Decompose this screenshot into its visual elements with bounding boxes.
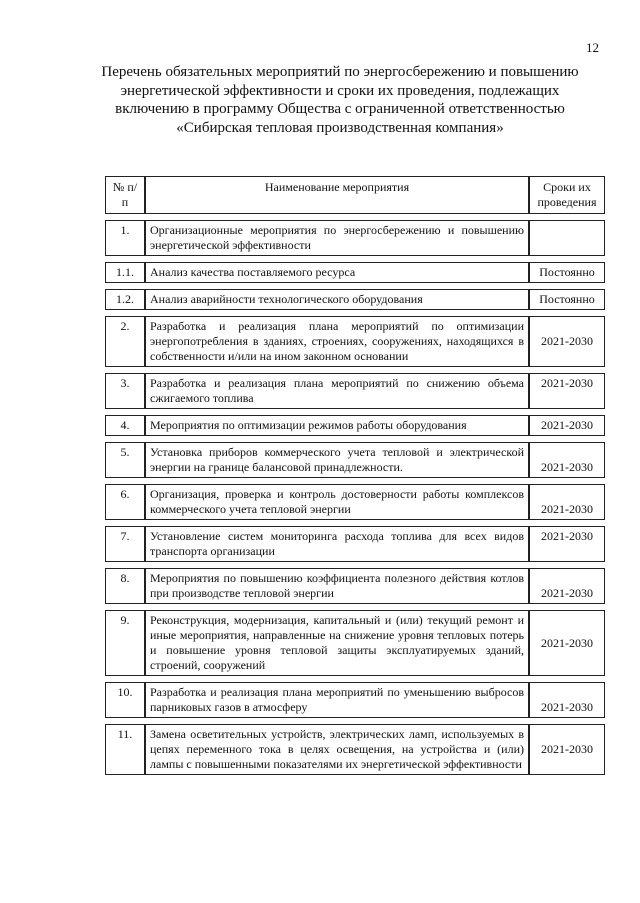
title-line: Перечень обязательных мероприятий по энергосбережению и повышению bbox=[101, 64, 579, 80]
table-row bbox=[105, 568, 605, 604]
row-num: 10. bbox=[105, 682, 145, 718]
title-line: «Сибирская тепловая производственная компания» bbox=[176, 119, 504, 136]
row-num: 1. bbox=[105, 220, 145, 256]
row-name: Установление систем мониторинга расхода топлива для всех видов транспорта организации bbox=[145, 526, 529, 562]
row-name: Разработка и реализация плана мероприятий по снижению объема сжигаемого топлива bbox=[145, 373, 529, 409]
row-num: 11. bbox=[105, 724, 145, 775]
row-name: Разработка и реализация плана мероприятий по оптимизации энергопотребления в зданиях, строениях, сооружениях, находящихся в собственности и/или на ином законном основании bbox=[145, 316, 529, 367]
table-row bbox=[105, 289, 605, 310]
row-num: 9. bbox=[105, 610, 145, 676]
row-num: 1.2. bbox=[105, 289, 145, 310]
table-row bbox=[105, 682, 605, 718]
table-row bbox=[105, 373, 605, 409]
row-term: 2021-2030 bbox=[529, 415, 605, 436]
row-term: Постоянно bbox=[529, 262, 605, 283]
table-row bbox=[105, 415, 605, 436]
row-term: 2021-2030 bbox=[529, 568, 605, 604]
row-num: 4. bbox=[105, 415, 145, 436]
row-term: 2021-2030 bbox=[529, 316, 605, 367]
row-name: Организационные мероприятия по энергосбережению и повышению энергетической эффективности bbox=[145, 220, 529, 256]
row-name: Мероприятия по оптимизации режимов работы оборудования bbox=[145, 415, 529, 436]
row-num: 6. bbox=[105, 484, 145, 520]
title-line: включению в программу Общества с ограниченной ответственностью bbox=[115, 101, 565, 117]
row-name: Мероприятия по повышению коэффициента полезного действия котлов при производстве тепловой энергии bbox=[145, 568, 529, 604]
row-num: 3. bbox=[105, 373, 145, 409]
page-number: 12 bbox=[586, 40, 599, 55]
row-num: 7. bbox=[105, 526, 145, 562]
row-term: 2021-2030 bbox=[529, 373, 605, 409]
row-term: 2021-2030 bbox=[529, 724, 605, 775]
table-row bbox=[105, 484, 605, 520]
table-row bbox=[105, 316, 605, 367]
row-name: Реконструкция, модернизация, капитальный и (или) текущий ремонт и иные мероприятия, направленные на снижение уровня тепловых потерь и повышение уровня тепловой защиты эксплуатируемых зданий, строений, сооружений bbox=[145, 610, 529, 676]
row-name: Анализ аварийности технологического оборудования bbox=[145, 289, 529, 310]
table-header-row bbox=[105, 176, 605, 214]
table-row bbox=[105, 220, 605, 256]
document-title bbox=[60, 63, 620, 137]
row-term: 2021-2030 bbox=[529, 610, 605, 676]
row-name: Замена осветительных устройств, электрических ламп, используемых в цепях переменного тока в целях освещения, на устройства и (или) лампы с повышенными показателями их энергетической эффективности bbox=[145, 724, 529, 775]
row-term: 2021-2030 bbox=[529, 484, 605, 520]
row-name: Установка приборов коммерческого учета тепловой и электрической энергии на границе балансовой принадлежности. bbox=[145, 442, 529, 478]
row-num: 5. bbox=[105, 442, 145, 478]
header-name: Наименование мероприятия bbox=[145, 176, 529, 214]
row-name: Анализ качества поставляемого ресурса bbox=[145, 262, 529, 283]
header-term: Сроки их проведения bbox=[529, 176, 605, 214]
row-term: 2021-2030 bbox=[529, 442, 605, 478]
table-row bbox=[105, 262, 605, 283]
table-row bbox=[105, 610, 605, 676]
row-name: Разработка и реализация плана мероприятий по уменьшению выбросов парниковых газов в атмосферу bbox=[145, 682, 529, 718]
table-row bbox=[105, 724, 605, 775]
row-num: 2. bbox=[105, 316, 145, 367]
measures-table bbox=[105, 170, 605, 781]
title-line: энергетической эффективности и сроки их проведения, подлежащих bbox=[120, 82, 560, 99]
row-term: 2021-2030 bbox=[529, 526, 605, 562]
row-num: 8. bbox=[105, 568, 145, 604]
row-term: 2021-2030 bbox=[529, 682, 605, 718]
table-row bbox=[105, 526, 605, 562]
row-term: Постоянно bbox=[529, 289, 605, 310]
row-name: Организация, проверка и контроль достоверности работы комплексов коммерческого учета тепловой энергии bbox=[145, 484, 529, 520]
row-num: 1.1. bbox=[105, 262, 145, 283]
row-term bbox=[529, 220, 605, 256]
header-num: № п/п bbox=[105, 176, 145, 214]
table-row bbox=[105, 442, 605, 478]
